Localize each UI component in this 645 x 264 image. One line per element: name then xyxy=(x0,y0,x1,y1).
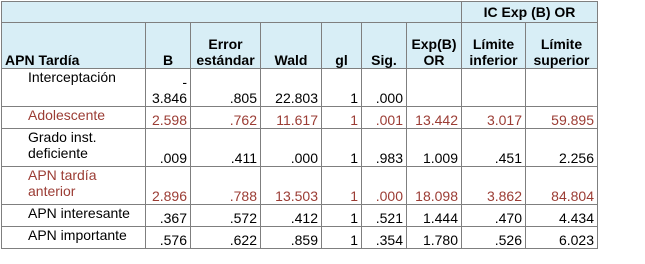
col-header-exp: Exp(B) OR xyxy=(407,23,462,69)
col-header-gl: gl xyxy=(322,23,362,69)
cell-sig: .521 xyxy=(362,205,407,227)
cell-b: 2.896 xyxy=(146,167,191,205)
cell-gl: 1 xyxy=(322,69,362,107)
col-header-upper: Límite superior xyxy=(526,23,598,69)
cell-lower: .451 xyxy=(462,129,526,167)
cell-lower: .470 xyxy=(462,205,526,227)
cell-gl: 1 xyxy=(322,205,362,227)
col-header-b: B xyxy=(146,23,191,69)
cell-gl: 1 xyxy=(322,167,362,205)
cell-wald: .000 xyxy=(261,129,322,167)
cell-exp: 1.780 xyxy=(407,227,462,249)
row-label: APN interesante xyxy=(2,205,146,227)
cell-wald: 22.803 xyxy=(261,69,322,107)
row-label: Interceptación xyxy=(2,69,146,107)
cell-b: .009 xyxy=(146,129,191,167)
cell-lower: 3.862 xyxy=(462,167,526,205)
cell-error: .411 xyxy=(191,129,261,167)
cell-exp xyxy=(407,69,462,107)
table-row xyxy=(2,205,598,227)
cell-upper: 6.023 xyxy=(526,227,598,249)
ci-group-header: IC Exp (B) OR xyxy=(462,2,598,23)
col-header-lower: Límite inferior xyxy=(462,23,526,69)
cell-upper: 2.256 xyxy=(526,129,598,167)
cell-gl: 1 xyxy=(322,227,362,249)
cell-error: .572 xyxy=(191,205,261,227)
cell-upper: 4.434 xyxy=(526,205,598,227)
cell-exp: 13.442 xyxy=(407,107,462,129)
cell-wald: .412 xyxy=(261,205,322,227)
cell-gl: 1 xyxy=(322,129,362,167)
table-row xyxy=(2,167,598,205)
table-corner-label: APN Tardía xyxy=(2,23,146,69)
cell-error: .622 xyxy=(191,227,261,249)
cell-wald: 13.503 xyxy=(261,167,322,205)
col-header-sig: Sig. xyxy=(362,23,407,69)
cell-b: - 3.846 xyxy=(146,69,191,107)
cell-upper: 84.804 xyxy=(526,167,598,205)
cell-sig: .983 xyxy=(362,129,407,167)
cell-lower xyxy=(462,69,526,107)
table-row xyxy=(2,107,598,129)
table-row xyxy=(2,227,598,249)
header-spacer xyxy=(2,2,462,23)
cell-lower: .526 xyxy=(462,227,526,249)
cell-b: .367 xyxy=(146,205,191,227)
table-row xyxy=(2,129,598,167)
cell-gl: 1 xyxy=(322,107,362,129)
row-label: APN importante xyxy=(2,227,146,249)
cell-upper xyxy=(526,69,598,107)
cell-wald: .859 xyxy=(261,227,322,249)
logistic-regression-table xyxy=(1,1,598,249)
row-label: Adolescente xyxy=(2,107,146,129)
row-label: Grado inst. deficiente xyxy=(2,129,146,167)
table-row xyxy=(2,69,598,107)
row-label: APN tardía anterior xyxy=(2,167,146,205)
table-body xyxy=(2,69,598,249)
cell-error: .762 xyxy=(191,107,261,129)
cell-sig: .000 xyxy=(362,69,407,107)
cell-exp: 1.444 xyxy=(407,205,462,227)
cell-sig: .000 xyxy=(362,167,407,205)
cell-sig: .001 xyxy=(362,107,407,129)
col-header-error: Error estándar xyxy=(191,23,261,69)
cell-lower: 3.017 xyxy=(462,107,526,129)
cell-error: .788 xyxy=(191,167,261,205)
col-header-wald: Wald xyxy=(261,23,322,69)
cell-error: .805 xyxy=(191,69,261,107)
cell-upper: 59.895 xyxy=(526,107,598,129)
cell-sig: .354 xyxy=(362,227,407,249)
cell-b: 2.598 xyxy=(146,107,191,129)
cell-exp: 18.098 xyxy=(407,167,462,205)
cell-b: .576 xyxy=(146,227,191,249)
cell-wald: 11.617 xyxy=(261,107,322,129)
cell-exp: 1.009 xyxy=(407,129,462,167)
